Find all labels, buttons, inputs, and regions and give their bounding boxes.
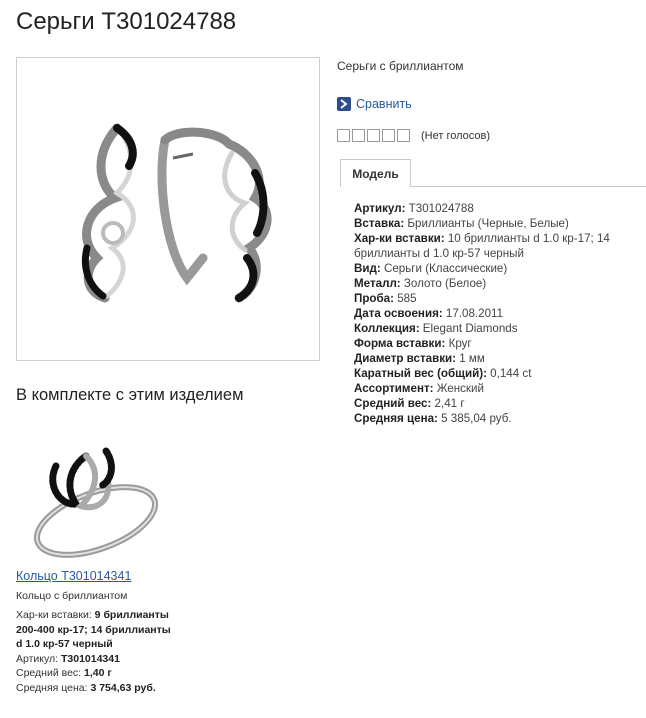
rating-star-5[interactable] (397, 129, 410, 142)
page-title: Серьги Т301024788 (16, 8, 237, 35)
spec-row (354, 381, 626, 396)
spec-value: 1 мм (456, 352, 485, 365)
spec-row (354, 366, 626, 381)
chevron-right-icon (337, 97, 351, 111)
spec-row (354, 336, 626, 351)
ring-spec-label: Средний вес: (16, 667, 82, 679)
spec-row (354, 306, 626, 321)
product-photo[interactable] (16, 57, 320, 361)
spec-value: 585 (393, 292, 417, 305)
ring-spec-label: Средняя цена: (16, 681, 88, 694)
spec-value: 0,144 ct (486, 367, 532, 380)
tab-model[interactable]: Модель (340, 159, 411, 187)
spec-row (354, 201, 626, 216)
spec-row (354, 351, 626, 366)
spec-label: Хар-ки вставки: (354, 232, 445, 245)
earrings-image (17, 58, 319, 360)
spec-label: Форма вставки: (354, 337, 446, 350)
spec-value: Круг (445, 337, 472, 350)
ring-image (16, 426, 166, 561)
spec-label: Проба: (354, 292, 394, 305)
ring-description: Кольцо с бриллиантом (16, 590, 128, 602)
rating-star-3[interactable] (367, 129, 380, 142)
tab-divider (411, 186, 646, 187)
spec-label: Вид: (354, 262, 381, 275)
spec-value: 10 бриллианты d 1.0 кр-17; 14 бриллианты d 1.0 кр-57 черный (354, 232, 610, 260)
spec-row (354, 396, 626, 411)
spec-value: Женский (433, 382, 484, 395)
spec-label: Средняя цена: (354, 412, 438, 425)
spec-label: Средний вес: (354, 397, 432, 410)
ring-spec-list (16, 608, 176, 695)
rating-star-2[interactable] (352, 129, 365, 142)
spec-row (354, 321, 626, 336)
spec-label: Ассортимент: (354, 382, 434, 395)
spec-value: 2,41 г (431, 397, 465, 410)
ring-spec-value: 1,40 г (81, 667, 112, 679)
set-section-title: В комплекте с этим изделием (16, 386, 244, 404)
spec-value: Золото (Белое) (400, 277, 487, 290)
ring-spec-row (16, 652, 176, 667)
rating-star-4[interactable] (382, 129, 395, 142)
rating-star-1[interactable] (337, 129, 350, 142)
spec-value: Elegant Diamonds (419, 322, 518, 335)
ring-spec-label: Артикул: (16, 652, 59, 665)
rating-widget[interactable] (337, 129, 490, 142)
spec-row (354, 291, 626, 306)
product-description: Серьги с бриллиантом (337, 59, 464, 73)
ring-spec-row (16, 666, 176, 681)
ring-spec-value: Т301014341 (58, 652, 120, 665)
ring-photo[interactable] (16, 426, 166, 561)
spec-value: 17.08.2011 (442, 307, 504, 320)
ring-spec-row (16, 608, 176, 652)
spec-value: Серьги (Классические) (380, 262, 508, 275)
spec-label: Артикул: (354, 202, 406, 215)
spec-row (354, 216, 626, 231)
ring-spec-label: Хар-ки вставки: (16, 609, 92, 621)
ring-spec-row (16, 681, 176, 696)
votes-count: (Нет голосов) (421, 129, 491, 142)
ring-spec-value: 3 754,63 руб. (87, 681, 156, 694)
spec-value: Т301024788 (405, 202, 474, 215)
ring-link[interactable]: Кольцо Т301014341 (16, 569, 132, 583)
spec-label: Коллекция: (354, 322, 420, 335)
spec-row (354, 231, 626, 261)
spec-value: 5 385,04 руб. (437, 412, 512, 425)
spec-row (354, 411, 626, 426)
spec-list (354, 201, 626, 426)
spec-row (354, 261, 626, 276)
ring-spec-value: 9 бриллианты 200-400 кр-17; 14 бриллианты d 1.0 кр-57 черный (16, 609, 171, 650)
spec-label: Каратный вес (общий): (354, 367, 487, 380)
spec-label: Металл: (354, 277, 401, 290)
spec-label: Вставка: (354, 217, 405, 230)
compare-button[interactable] (337, 97, 412, 111)
spec-label: Диаметр вставки: (354, 352, 457, 365)
spec-label: Дата освоения: (354, 307, 443, 320)
spec-row (354, 276, 626, 291)
spec-value: Бриллианты (Черные, Белые) (404, 217, 569, 230)
compare-label: Сравнить (356, 97, 412, 111)
